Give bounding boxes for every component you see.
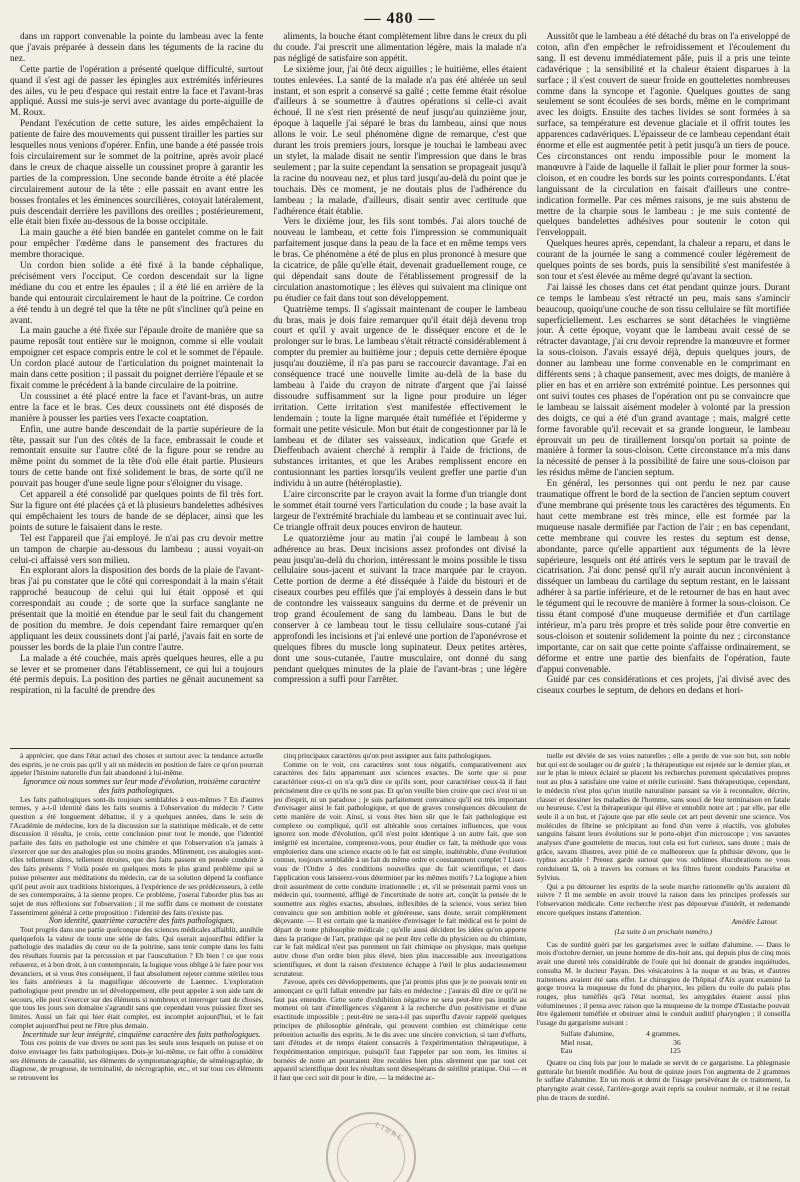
paragraph: Comme on le voit, ces caractères sont tous négatifs, comparativement aux caractères des faits appartenant aux sciences exactes. De sorte que si pour caractériser ceux-ci on n'a qu'à dire ce qu'ils sont, pour caractériser ceux-là il faut précisément dire ce qu'ils ne sont pas. Et qu'on veuille bien croire que ceci n'est ni un jeu d'esprit, ni un paradoxe ; je suis parfaitement convaincu qu'il est très important d'envisager ainsi le fait pathologique, et que de graves conséquences découlent de cette manière de voir. Ainsi, si vous êtes bien sûr que le fait pathologique est complexe ou compliqué, qu'il est altérable sous certaines influences, que vous ignorez son mode d'évolution, qu'il n'est point identique à un autre fait, que son intégrité est incertaine, comprenez-vous, pour étudier ce fait, la méthode que vous emploieriez dans une science exacte où le fait est simple, inaltérable, d'une évolution connue, toujours semblable à un fait du même ordre et constamment complet ? Lisez-vous de l'Ordre à des conditions nouvelles que du fait scientifique, et dans l'application vous laisserez-vous déterminer par les mêmes motifs ? La logique a bien droit assurément de cette conduite irrationnelle ; et, s'il se présentait parmi vous un médecin qui, tourmenté, affligé de l'incertitude de notre art, conçût la pensée de le soumettre aux règles exactes, absolues, inflexibles de la science, vous seriez bien convaincu que son ambition noble et généreuse, sans doute, serait complètement déçevante. — Il est certain que la manière d'envisager le fait médical est le point de départ de toute philosophie médicale ; qu'elle aussi décident les idées qu'on apporte dans la pratique de l'art, pratique qui ne peut être celle du physicien ou du chimiste, car le fait médical n'est pas purement un fait chimique ou physique, mais quelque autre chose d'un ordre bien plus élevé, bien plus inaccessible aux investigations scientifiques, et dont la raison d'existence échappe à l'œil le plus audacieusement scrutateur.: [273, 759, 527, 978]
paragraph: Enfin, une autre bande descendait de la partie supérieure de la tête, passait sur l'un des côtés de la face, embrassait le coude et remontait ensuite sur l'autre côté de la figure pour se rendre au même point du sommet de la tête d'où elle était partie. Plusieurs tours de cette bande ont fixé solidement le bras, de sorte qu'il ne pouvait pas bouger d'une seule ligne pour s'éloigner du visage.: [10, 424, 264, 490]
paragraph: Quelques heures après, cependant, la chaleur a reparu, et dans le courant de la journée le sang a commencé couler légèrement de quelques points de ses bords, puis la sensibilité s'est manifestée à son tour et s'est élevée au même degré qu'avant la section.: [536, 239, 790, 282]
upper-article: [10, 32, 790, 744]
paragraph: Le quatorzième jour au matin j'ai coupé le lambeau à son adhérence au bras. Deux incisions assez profondes ont divisé la peau jusqu'au-delà du chorion, intéressant le moins possible le tissu cellulaire sous-jacent et suivant la trace marquée par le crayon. Cette portion de derme a été disséquée à l'aide du bistouri et de ciseaux courbes peu effilés que j'ai employés à dessein dans le but de contondre les vaisseaux sanguins du derme et de prévenir un trop grand écoulement de sang du lambeau. Dans le but de conserver à ce lambeau tout le tissu cellulaire sous-cutané j'ai approfondi les incisions et j'ai enlevé une portion de l'aponévrose et quelques fibres du muscle long supinateur. Deux petites artères, dont une sous-cutanée, l'autre musculaire, ont donné du sang pendant quelques minutes de la plaie de l'avant-bras ; une légère compression a suffi pour l'arrêter.: [273, 533, 527, 686]
paragraph: à apprécier, que dans l'état actuel des choses et surtout avec la tendance actuelle des esprits, je ne crois pas qu'il y ait un médecin en position de faire ce qu'on pourrait appeler l'histoire naturelle d'un fait abandonné à lui-même.: [10, 752, 264, 778]
prescription-line: [561, 1047, 681, 1056]
stamp-text: LIBRE: [373, 1120, 406, 1143]
paragraph: Un coussinet a été placé entre la face et l'avant-bras, un autre entre la face et le bras. Ces deux coussinets ont été disposés de manière à pousser les parties vers l'exacte coaptation.: [10, 391, 264, 424]
caption-line: Non identité, quatrième caractère des faits pathologiques.: [48, 916, 235, 926]
upper-column-2: [273, 32, 526, 744]
prescription-qty: 4 grammes.: [646, 1028, 681, 1038]
upper-column-1: [10, 32, 263, 744]
upper-column-3: [537, 32, 790, 744]
prescription-item: Eau: [560, 1046, 573, 1056]
caption-line: Incertitude sur leur intégrité, cinquième caractère des faits pathologiques.: [22, 1029, 261, 1039]
caption-line: Ignorance où nous sommes sur leur mode d'évolution, troisième caractère des faits pathologiques.: [23, 777, 261, 795]
paragraph: Les faits pathologiques sont-ils toujours semblables à eux-mêmes ? En d'autres termes, y a-t-il identité dans les faits soumis à l'observation du médecin ? Cette question a été longuement débattue, il y a quelques années, dans le sein de l'Académie de médecine, lors de la discussion sur la statistique médicale, et de cette discussion il résulta, je crois, cette conclusion pour tout le monde, que l'identité parfaite des faits en pathologie est une chimère et que l'observation n'a jamais à s'exercer que sur des analogies plus ou moins grandes. Mûrement, ces analogies sont-elles tellement sûres, tellement étroites, que des faits passent en pensée conduire à des faits présents ? Voilà posée en quelques mots le plus grand problème qui se puisse présenter aux méditations du médecin, car de sa solution dépend la confiance qu'il peut avoir aux traditions historiques, à l'expérience de ses prédécesseurs, à celle de ses contemporains, à la sienne propre. Ce problème, j'oserai l'aborder plus bas au sujet de mes réflexions sur l'observation ; il me suffit dans ce moment de constater l'assentiment général à cette proposition : l'identité des faits n'existe pas.: [10, 794, 264, 917]
lower-column-3: [537, 752, 790, 1162]
paragraph: Un cordon bien solide a été fixé à la bande céphalique, précisément vers l'occiput. Ce cordon descendait sur la ligne médiane du cou et entre les épaules ; il a été lié en arrière de la bande qui entourait circulairement le haut de la poitrine. Ce cordon a été tendu à un degré tel que la tête ne pût s'incliner qu'à peine en avant.: [10, 261, 264, 326]
paragraph: dans un rapport convenable la pointe du lambeau avec la fente que j'avais préparée à dessein dans les téguments de la racine du nez.: [10, 32, 264, 64]
lower-column-2: [273, 752, 526, 1162]
lower-column-1: [10, 752, 263, 1162]
paragraph: Qui a pu détourner les esprits de la seule marche rationnelle qu'ils auraient dû suivre ? Il me semble en avoir trouvé la raison dans les principes professés sur l'observation médicale. Cette recherche n'est pas dépourvue d'intérêt, et redemande encore quelques instans d'attention.: [536, 881, 790, 917]
paragraph: Tout progrès dans une partie quelconque des sciences médicales affaiblit, annihile quelquefois la valeur de toute une série de faits. Qui oserait aujourd'hui édifier la pathologie des maladies du cœur ou de la poitrine, sans tenir compte dans les faits des résultats fournis par la percussion et par l'auscultation ? Eh bien ! ce que vous refuserez, et à bon droit, à un contemporain, la logique vous oblige à le faire pour vos devanciers, et si vous êtes conséquent, il faut absolument rejeter comme stériles tous les faits antérieurs à la magnifique découverte de Laennec. L'exploration pathologique peut prendre un tel développement, elle peut appeler à son aide tant de secours, elle peut s'exercer sur des éléments si nombreux et interroger tant de choses, que tous les jours son domaine s'agrandit sans que cependant vous puissiez fixer ses limites. Aussi un fait qui hier était complet, est incomplet aujourd'hui, et le fait complet aujourd'hui peut ne l'être plus demain.: [10, 925, 264, 1030]
section-divider: [10, 748, 790, 749]
paragraph: Tous ces points de vue divers ne sont pas les seuls sous lesquels on puisse et on doive envisager les faits pathologiques. Dois-je lui-même, ce fait offre à considérer ses éléments de causalité, ses éléments de symptomatographie, de séméiographie, de diagnose, de prognose, de terminalité, de nécrographie, etc., et sur tous ces éléments se retrouvent les: [10, 1038, 264, 1083]
paragraph: Vers le dixième jour, les fils sont tombés. J'ai alors touché de nouveau le lambeau, et cette fois l'impression se communiquait parfaitement jusque dans la peau de la face et en même temps vers le bras. Ce phénomène a été de plus en plus prononcé à mesure que la cicatrice, de pâle qu'elle était, devenait graduellement rouge, ce qui dépendait sans doute de l'établissement progressif de la circulation anastomotique ; les élèves qui suivaient ma clinique ont pu étudier ce fait dans tout son développement.: [273, 217, 527, 304]
author-signature: Amédée Latour.: [731, 917, 778, 927]
paragraph: aliments, la bouche étant complètement libre dans le creux du pli du coude. J'ai prescrit une alimentation légère, mais la malade n'a pas négligé de satisfaire son appétit.: [273, 32, 527, 64]
prescription-qty: 125: [669, 1046, 681, 1056]
page-number: — 480 —: [364, 10, 436, 27]
paragraph: En explorant alors la disposition des bords de la plaie de l'avant-bras j'ai pu constater que le côté qui correspondait à la main s'était rapproché beaucoup de celui qui lui était opposé et qui correspondait au coude ; de sorte que la surface sanglante ne présentait que la moitié en étendue par le seul fait du changement de position du membre. Je dois cependant faire remarquer qu'en appliquant les deux coussinets dont j'ai parlé, j'avais fait en sorte de pousser les bords de la plaie l'un contre l'autre.: [10, 566, 264, 653]
paragraph: tuelle est déviée de ses voies naturelles ; elle a perdu de vue son but, son noble but qui est de soulager ou de guérir ; la thérapeutique est rejetée sur le dernier plan, et sur le plan le mieux éclairé se placent les recherches purement spéculatives propres tout au plus à satisfaire une vaine et stérile curiosité. Sans thérapeutique, cependant, le médecin n'est plus qu'un inutile naturaliste passant sa vie à reconnaître, décrire, classer et dessiner les maladies de l'homme, sans souci de leur terminaison en fatale ou heureuse. C'est la thérapeutique qui élève et ennoblit notre art ; par elle, par elle seule il a un but, et j'ajoute que par elle seule cet art peut devenir une science. Vos molécules de fibrine se précipitant au fond d'un verre à réactifs, vos globules sanguins faisant leurs évolutions sur le porte-objet d'un microscope ; vos savantes analyses d'une gouttelette de mucus, tout cela est fort curieux, sans doute ; mais de grâce, savans illustres, avez pitié de ce malheureux que la phthisie dévore, que le typhus accable ! Prenez garde surtout que vos sublimes élucubrations ne vous conduisent là, où à travers les cornues et les filtres furent conduits Paracelse et Sylvius.: [536, 752, 790, 882]
paragraph: En général, les personnes qui ont perdu le nez par cause traumatique offrent le bord de la section de l'ancien septum couvert d'une membrane qui présente tous les caractères des téguments. En haut cette membrane est très mince, elle est formée par la muqueuse nasale dermifiée par l'action de l'air ; en bas cependant, cette membrane qui couvre les restes du septum est dense, abondante, parce qu'elle appartient aux téguments de la lèvre supérieure, lesquels ont été attirés vers le septum par le travail de cicatrisation. J'ai donc pensé qu'il n'y aurait aucun inconvénient à disséquer un lambeau du cartilage du septum restant, en le laissant adhérer à sa partie inférieure, et de le retourner de bas en haut avec le tégument qui le recouvre de manière à former la sous-cloison. Ce tissu étant composé d'une muqueuse dermifiée et d'un cartilage intérieur, m'a paru très propre et très solide pour être convertie en sous-cloison et soutenir solidement la pointe du nez ; circonstance importante, car on sait que cette pointe s'affaisse ordinairement, se déforme et entre une partie des bienfaits de l'opération, faute d'appui convenable.: [536, 479, 790, 675]
paragraph: J'avoue, après ces développements, que j'ai promis plus que je ne pouvais tenir en annonçant ce qu'il fallait entendre par faits en médecine ; j'aurais dû dire ce qu'il ne faut pas entendre. Cette sorte d'exhibition négative ne sera peut-être pas inutile au moment où tant d'intelligences s'égarent à la recherche d'un positivisme et d'une exactitude impossible ; peut-être ne sera-t-il pas superflu d'avoir rappelé quelques principes de philosophie générale, qui prouvent combien est chimérique cette prétention actuelle des esprits. Je le dis avec une sincère conviction, si tant d'efforts, tant d'études et de temps étaient consacrés à l'expérimentation thérapeutique, à l'expérimentation empirique, puisqu'il faut l'appeler par son nom, les limites si bornées de notre art pourraient être reculées bien plus sûrement que par tout cet appareil scientifique dont les résultats sont désespérans de stérilité pratique. Oui — et il faut que ceci soit dit pour le dire, — la médecine ac-: [273, 977, 527, 1083]
prescription-item: Sulfate d'alumine,: [560, 1028, 615, 1038]
paragraph: Cet appareil a été consolidé par quelques points de fil très fort. Sur la figure ont été placées çà et là plusieurs bandelettes adhésives qui empêchaient les tours de bande de se déplacer, ainsi que les points de suture le faisaient dans le reste.: [10, 490, 264, 533]
paragraph: Guidé par ces considérations et ces projets, j'ai divisé avec des ciseaux courbes le septum, de dehors en dedans et hori-: [536, 675, 790, 697]
prescription-line: [561, 1039, 681, 1048]
paragraph: Tel est l'appareil que j'ai employé. Je n'ai pas cru devoir mettre un tampon de charpie au-dessous du lambeau ; aussi voyait-on celui-ci affaissé vers son milieu.: [10, 533, 264, 566]
paragraph: Cette partie de l'opération a présenté quelque difficulté, surtout quand il s'est agi de passer les épingles aux extrémités inférieures des ailes, vu le peu d'espace qui restait entre la face et l'avant-bras appliqué. Aussi me suis-je servi avec avantage du porte-aiguille de M. Roux.: [10, 64, 264, 119]
prescription-list: [561, 1030, 790, 1056]
continued-note: (La suite à un prochain numéro.): [614, 927, 713, 937]
lower-article: [10, 752, 790, 1162]
prescription-item: Miel rosat,: [560, 1037, 593, 1047]
paragraph: Aussitôt que le lambeau a été détaché du bras on l'a enveloppé de coton, afin d'en empêcher le refroidissement et l'écoulement du sang. Il est devenu immédiatement pâle, puis il a pris une teinte cadavérique ; la sensibilité et la chaleur étaient disparues à la surface ; il s'est couvert de sueur froide en gouttelettes nombreuses comme dans la syncope et l'agonie. Quelques gouttes de sang seulement se sont écoulées de ses bords, même en le comprimant avec les doigts. Ensuite des taches livides se sont formées à sa surface, sa température est devenue glaciale et il offrit toutes les apparences cadavériques. L'épaisseur de ce lambeau cependant était énorme et elle est augmentée petit à petit jusqu'à un tiers de pouce. Ces circonstances ont rendu impossible pour le moment la manœuvre à l'aide de laquelle il fallait le plier pour former la sous-cloison, et en coudre les bords sur les points correspondants. L'état languissant de la circulation en faisait d'ailleurs une contre-indication formelle. Par ces mêmes raisons, je me suis abstenu de mettre de la charpie sous le lambeau : je me suis contenté de quelques bandelettes adhésives pour soutenir le coton qui l'enveloppait.: [536, 32, 790, 239]
paragraph: La main gauche a été bien bandée en gantelet comme on le fait pour empêcher l'œdème dans le pansement des fractures du membre thoracique.: [10, 228, 264, 261]
paragraph: J'ai laissé les choses dans cet état pendant quinze jours. Durant ce temps le lambeau s'est rétracté un peu, mais sans s'amincir beaucoup, quoiqu'une couche de son tissu cellulaire se fût mortifiée superficiellement. Les escharres se sont détachées le vingtième jour. À cette époque, voyant que le lambeau avait cessé de se rétracter davantage, j'ai cru devoir reprendre la manœuvre et former la sous-cloison. J'avais essayé déjà, depuis quelques jours, de donner au lambeau une forme convenable en le comprimant en différents sens ; à chaque pansement, avec mes doigts, de manière à plier en bas et en arrière son extrémité pointue. Les personnes qui ont suivi toutes ces phases de l'opération ont pu se convaincre que le lambeau se laissait aisément modeler à volonté par la pression des doigts, ce qui a été d'un grand avantage ; mais, malgré cette forme favorable qu'il recevait et sa grande longueur, le lambeau éprouvait un peu de tiraillement lorsqu'on portait sa pointe de manière à former la sous-cloison. Cette circonstance m'a mis dans la nécessité de penser à la possibilité de faire une sous-cloison par les résidus même de l'ancien septum.: [536, 282, 790, 479]
paragraph: cinq principaux caractères qu'on peut assigner aux faits pathologiques.: [283, 752, 492, 760]
prescription-qty: 36: [673, 1037, 681, 1047]
paragraph: L'aire circonscrite par le crayon avait la forme d'un triangle dont le sommet était tourné vers l'articulation du coude ; la base avait la largeur de l'extrémité brachiale du lambeau et se continuait avec lui. Ce triangle offrait deux pouces environ de hauteur.: [273, 490, 527, 533]
paragraph: La main gauche a été fixée sur l'épaule droite de manière que sa paume reposât tout entière sur le moignon, comme si elle voulait empoigner cet espace compris entre le col et le sommet de l'épaule. Un cordon placé autour de l'articulation du poignet maintenait la main dans cette position ; il passait du poignet derrière l'épaule et se fixait comme le précédent à la bande circulaire de la poitrine.: [10, 326, 264, 391]
paragraph: Le sixième jour, j'ai ôté deux aiguilles ; le huitième, elles étaient toutes enlevées. La santé de la malade n'a pas été altérée un seul instant, et son esprit a conservé sa gaîté ; cette femme était résolue d'ailleurs à se soumettre à d'autres opérations si celle-ci avait échoué. Il ne s'est rien présenté de neuf jusqu'au quinzième jour, époque à laquelle j'ai séparé le bras du lambeau, ainsi que nous allons le voir. Le seul phénomène digne de remarque, c'est que durant les trois premiers jours, lorsque je touchai le lambeau avec un stylet, la malade disait ne sentir l'impression que dans le bras seulement ; par la suite cependant la sensation se propageait jusqu'à la racine du nouveau nez, et plus tard jusqu'au-delà du point que je touchais. Dès ce moment, je ne doutais plus de l'adhérence du lambeau ; la malade, d'ailleurs, disait sentir avec certitude que l'adhérence était établie.: [273, 64, 527, 217]
paragraph: Quatrième temps. Il s'agissait maintenant de couper le lambeau du bras, mais je dois faire remarquer qu'il était déjà devenu trop court et qu'il y avait urgence de le disséquer encore et de le prolonger sur le bras. Le lambeau s'était rétracté considérablement à compter du premier au huitième jour ; depuis cette dernière époque jusqu'au douzième, il n'a pas paru se raccourcir davantage. J'ai en conséquence tracé une nouvelle limite au-delà de la base du lambeau à l'aide du crayon de nitrate d'argent que j'ai laissé dissoudre suffisamment sur la ligne pour produire un léger irritation. Cette irritation s'est manifestée effectivement le lendemain ; toute la ligne marquée était tuméfiée et l'épiderme y formait une petite vésicule. Mon but était de congestionner par là le lambeau et de dilater ses vaisseaux, indication que Græfe et Dieffenbach avaient cherché à remplir à l'aide de frictions, de substances irritantes, et que les Arabes remplissent encore en contusionnant les parties lorsqu'ils veulent greffer une partie d'un individu à un autre (hétéroplastie).: [273, 304, 527, 490]
paragraph: Cas de surdité guéri par les gargarismes avec le sulfate d'alumine. — Dans le mois d'octobre dernier, un jeune homme de dix-huit ans, qui depuis plus de cinq mois avait une dureté très considérable de l'ouïe qui lui donnait de grandes inquiétudes, consulta M. le docteur Payan. Des vésicatoires à la nuque et au bras, et d'autres traitemens avaient été sans effet. Le chirurgien de l'hôpital d'Aix ayant examiné la gorge trouva la muqueuse du fond du pharynx, les piliers du voile du palais plus rouges, plus tuméfiés qu'à l'état normal, les amygdales étaient aussi plus volumineuses ; il pensa avec raison que la muqueuse de la trompe d'Eustache pouvait être également tuméfiée et obstruer ainsi le conduit auditif pharyngien ; il conseilla l'usage du gargarisme suivant :: [536, 939, 790, 1028]
paragraph: Quatre ou cinq fois par jour le malade se servit de ce gargarisme. La phlegmasie gutturale fut bientôt modifiée. Au bout de quinze jours l'on augmenta de 2 grammes le sulfate d'alumine. En un mois et demi de l'usage persévérant de ce traitement, la pharyngite avait cessé, l'arrière-gorge avait repris sa couleur normale, et il ne restait plus de traces de surdité.: [536, 1057, 790, 1102]
paragraph: Pendant l'exécution de cette suture, les aides empêchaient la patiente de faire des mouvements qui pussent tirailler les parties sur lesquelles nous venions d'opérer. Enfin, une bande a été passée trois fois circulairement sur le sommet de la poitrine, après avoir placé dans le creux de chaque aisselle un coussinet propre à garantir les parties de la compression. Une seconde bande étroite a été placée circulairement autour de la tête : elle passait en avant entre les bosses frontales et les éminences sourcilières, cotoyait latéralement, puis descendait derrière les pavillons des oreilles ; postérieurement, elle était bien fixée au-dessous de la bosse occipitale.: [10, 119, 264, 228]
paragraph: La malade a été couchée, mais après quelques heures, elle a pu se lever et se promener dans l'établissement, ce qui lui a toujours été permis depuis. La position des parties ne gênait aucunement sa respiration, ni la faculté de prendre des: [10, 653, 264, 697]
